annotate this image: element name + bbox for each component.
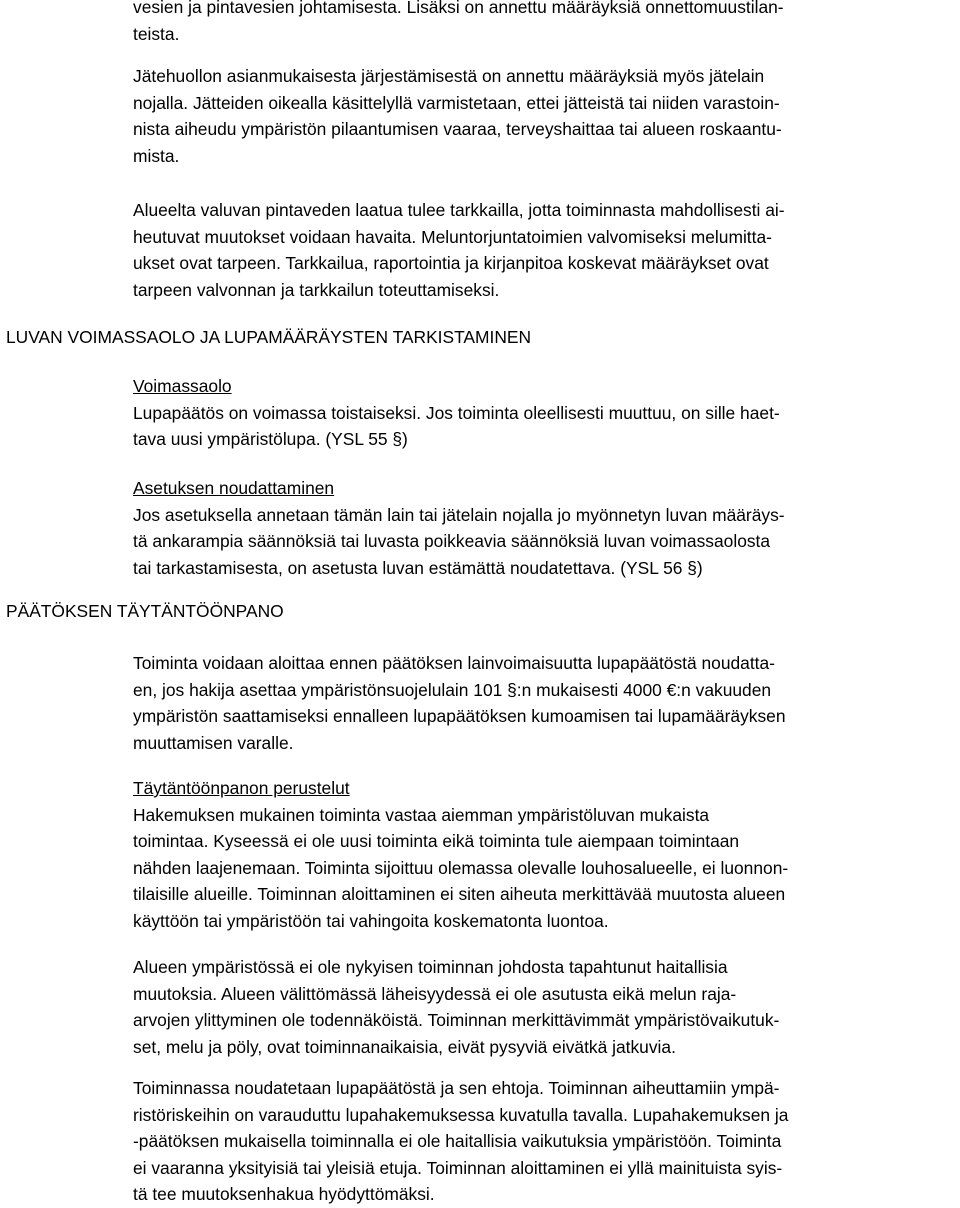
paragraph-monitoring	[133, 197, 955, 303]
paragraph-enforcement-intro	[133, 650, 955, 756]
text-line: nista aiheudu ympäristön pilaantumisen vaaraa, terveyshaittaa tai alueen roskaantu-	[133, 119, 782, 140]
subsection-validity	[133, 373, 955, 453]
text-line: ristöriskeihin on varauduttu lupahakemuksessa kuvatulla tavalla. Lupahakemuksen ja	[133, 1104, 789, 1125]
section-heading-enforcement: PÄÄTÖKSEN TÄYTÄNTÖÖNPANO	[6, 601, 284, 621]
paragraph-waste-management	[133, 63, 955, 169]
text-line: nojalla. Jätteiden oikealla käsittelyllä varmistetaan, ettei jätteistä tai niiden varastoin-	[133, 92, 780, 113]
text-line: Hakemuksen mukainen toiminta vastaa aiemman ympäristöluvan mukaista	[133, 804, 710, 825]
text-line: mista.	[133, 145, 180, 166]
text-line: käyttöön tai ympäristöön tai vahingoita koskematonta luontoa.	[133, 910, 609, 931]
text-line: tai tarkastamisesta, on asetusta luvan estämättä noudatettava. (YSL 56 §)	[133, 557, 703, 578]
text-line: vesien ja pintavesien johtamisesta. Lisäksi on annettu määräyksiä onnettomuustilan-	[133, 0, 784, 17]
text-line: toimintaa. Kyseessä ei ole uusi toiminta eikä toiminta tule aiempaan toimintaan	[133, 831, 740, 852]
section-heading-validity: LUVAN VOIMASSAOLO JA LUPAMÄÄRÄYSTEN TARKISTAMINEN	[6, 327, 532, 347]
text-line: heutuvat muutokset voidaan havaita. Meluntorjuntatoimien valvomiseksi melumitta-	[133, 226, 772, 247]
paragraph-compliance	[133, 1075, 955, 1208]
text-line: ympäristön saattamiseksi ennalleen lupapäätöksen kumoamisen tai lupamääräyksen	[133, 706, 786, 727]
text-line: Jätehuollon asianmukaisesta järjestämisestä on annettu määräyksiä myös jätelain	[133, 66, 765, 86]
text-line: -päätöksen mukaisella toiminnalla ei ole haitallisia vaikutuksia ympäristöön. Toiminta	[133, 1131, 782, 1152]
subsection-label: Täytäntöönpanon perustelut	[133, 778, 350, 798]
text-line: tä ankarampia säännöksiä tai luvasta poikkeavia säännöksiä luvan voimassaolosta	[133, 531, 771, 552]
subsection-label: Voimassaolo	[133, 376, 232, 396]
subsection-decree-compliance	[133, 475, 955, 581]
text-line: ei vaaranna yksityisiä tai yleisiä etuja. Toiminnan aloittaminen ei yllä mainituista syis-	[133, 1157, 783, 1178]
text-line: Alueen ympäristössä ei ole nykyisen toiminnan johdosta tapahtunut haitallisia	[133, 957, 728, 977]
text-line: Toiminta voidaan aloittaa ennen päätöksen lainvoimaisuutta lupapäätöstä noudatta-	[133, 653, 775, 673]
paragraph-surroundings	[133, 954, 955, 1060]
paragraph-wastewater	[133, 0, 955, 47]
text-line: tarpeen valvonnan ja tarkkailun toteuttamiseksi.	[133, 279, 500, 300]
text-line: tä tee muutoksenhakua hyödyttömäksi.	[133, 1184, 435, 1205]
subsection-enforcement-grounds	[133, 775, 955, 935]
text-line: muutoksia. Alueen välittömässä läheisyydessä ei ole asutusta eikä melun raja-	[133, 983, 737, 1004]
text-line: set, melu ja pöly, ovat toiminnanaikaisia, eivät pysyviä eivätkä jatkuvia.	[133, 1036, 676, 1057]
text-line: en, jos hakija asettaa ympäristönsuojelulain 101 §:n mukaisesti 4000 €:n vakuuden	[133, 679, 772, 700]
text-line: ukset ovat tarpeen. Tarkkailua, raportointia ja kirjanpitoa koskevat määräykset ovat	[133, 253, 769, 274]
text-line: Toiminnassa noudatetaan lupapäätöstä ja sen ehtoja. Toiminnan aiheuttamiin ympä-	[133, 1078, 780, 1098]
text-line: teista.	[133, 23, 180, 44]
text-line: Jos asetuksella annetaan tämän lain tai jätelain nojalla jo myönnetyn luvan määräys-	[133, 504, 785, 525]
subsection-label: Asetuksen noudattaminen	[133, 478, 335, 498]
text-line: muuttamisen varalle.	[133, 732, 294, 753]
text-line: Lupapäätös on voimassa toistaiseksi. Jos toiminta oleellisesti muuttuu, on sille haet-	[133, 402, 780, 423]
text-line: Alueelta valuvan pintaveden laatua tulee tarkkailla, jotta toiminnasta mahdollisesti ai-	[133, 200, 785, 220]
text-line: nähden laajenemaan. Toiminta sijoittuu olemassa olevalle louhosalueelle, ei luonnon-	[133, 857, 789, 878]
text-line: tava uusi ympäristölupa. (YSL 55 §)	[133, 429, 408, 450]
text-line: tilaisille alueille. Toiminnan aloittaminen ei siten aiheuta merkittävää muutosta alueen	[133, 884, 786, 905]
text-line: arvojen ylittyminen ole todennäköistä. Toiminnan merkittävimmät ympäristövaikutuk-	[133, 1010, 780, 1031]
